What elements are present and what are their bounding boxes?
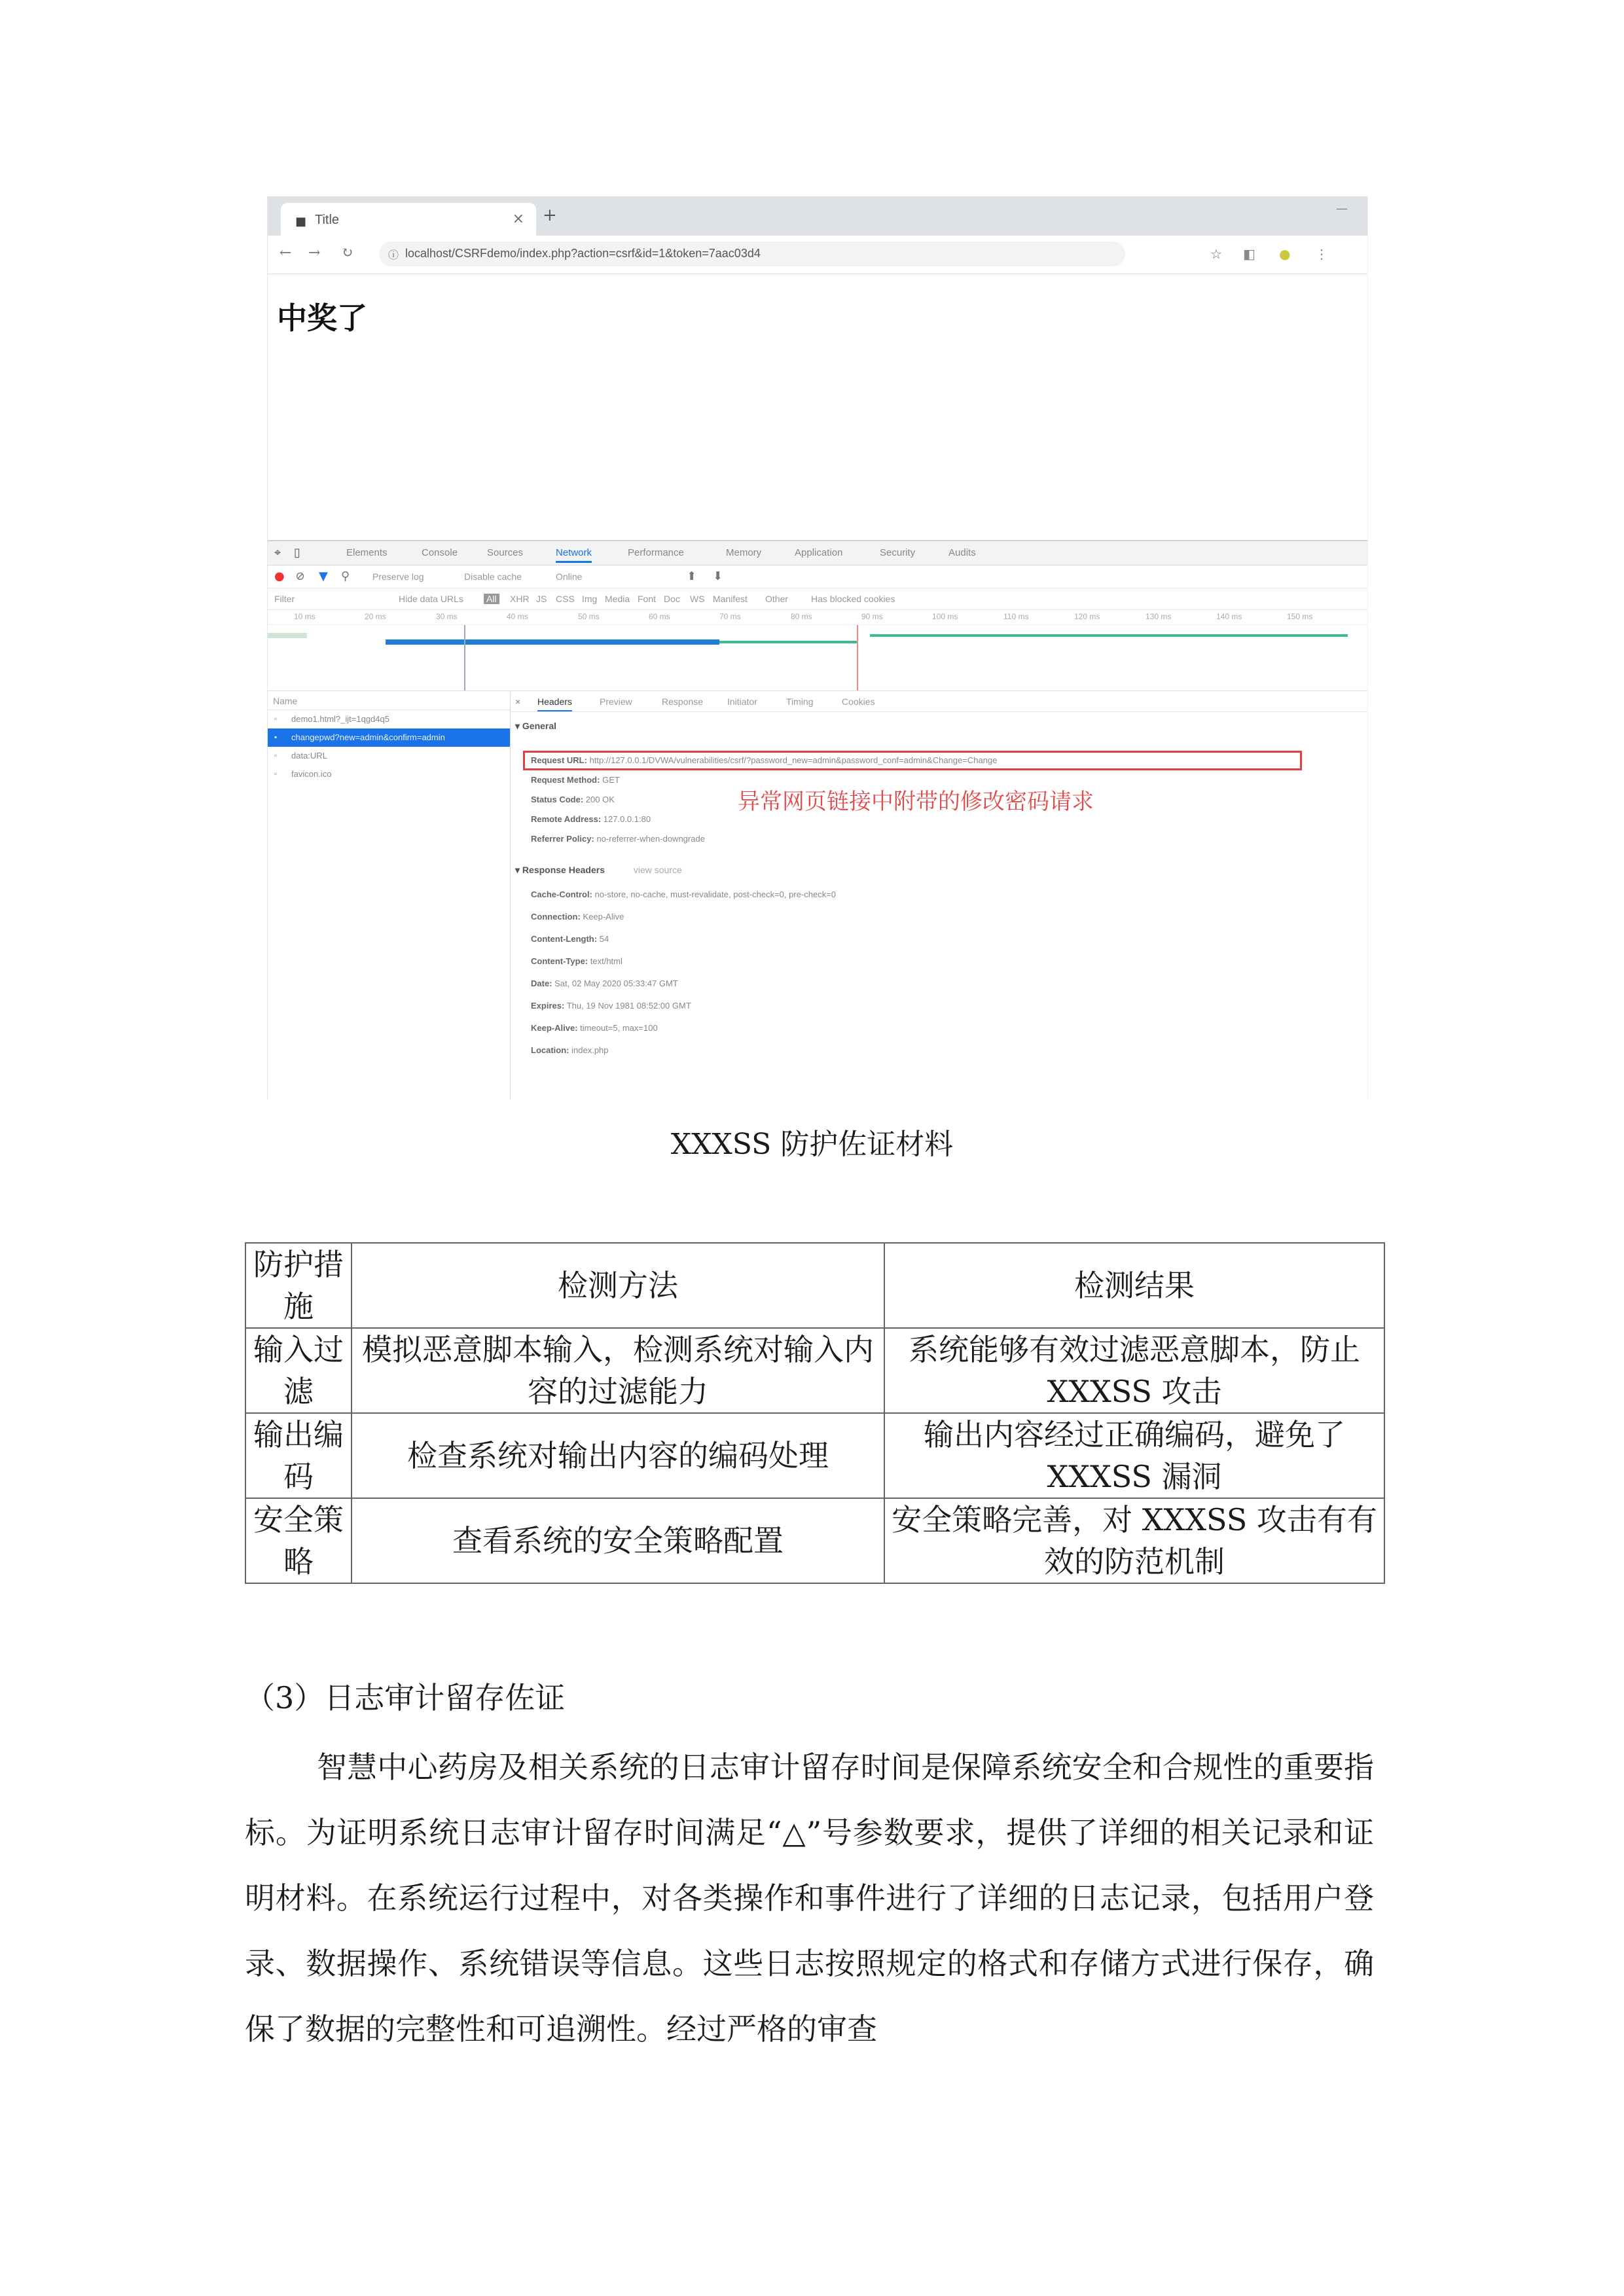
header-field: Connection: Keep-Alive: [531, 912, 624, 922]
timeline-tick-label: 150 ms: [1287, 612, 1313, 621]
timeline-tick-label: 130 ms: [1146, 612, 1172, 621]
table-row: [245, 1498, 1384, 1583]
request-row[interactable]: [268, 747, 510, 765]
table-cell: 输出编码: [245, 1413, 352, 1498]
details-tab[interactable]: Timing: [786, 696, 814, 707]
timeline-tick-label: 30 ms: [436, 612, 458, 621]
table-cell: 输入过滤: [245, 1328, 352, 1413]
network-timeline: [268, 625, 1367, 691]
figure-caption: XXXSS 防护佐证材料: [670, 1128, 954, 1161]
red-annotation: 异常网页链接中附带的修改密码请求: [738, 789, 1094, 815]
header-field: Content-Length: 54: [531, 934, 609, 944]
filter-type[interactable]: Font: [638, 594, 657, 604]
header-field: Keep-Alive: timeout=5, max=100: [531, 1023, 658, 1033]
request-list: [268, 692, 511, 1100]
header-field: Request Method: GET: [531, 775, 620, 785]
back-icon[interactable]: ←: [280, 245, 292, 261]
view-source-link[interactable]: view source: [633, 865, 682, 875]
devtools-tab[interactable]: Elements: [346, 547, 388, 558]
filter-input[interactable]: Filter: [274, 594, 295, 604]
record-icon[interactable]: ●: [274, 569, 285, 583]
body-paragraph: 智慧中心药房及相关系统的日志审计留存时间是保障系统安全和合规性的重要指标。为证明系统日志审计留存时间满足“△”号参数要求，提供了详细的相关记录和证明材料。在系统运行过程中，对各类操作和事件进行了详细的日志记录，包括用户登录、数据操作、系统错误等信息。这些日志按照规定的格式和存储方式进行保存，确保了数据的完整性和可追溯性。经过严格的审查: [245, 1749, 1374, 2047]
request-row[interactable]: [268, 765, 510, 783]
filter-type[interactable]: Doc: [664, 594, 680, 604]
timeline-tick-label: 10 ms: [294, 612, 316, 621]
window-minimize-icon[interactable]: —: [1336, 202, 1348, 215]
browser-tab[interactable]: [281, 203, 536, 236]
timeline-tick-label: 70 ms: [719, 612, 741, 621]
has-blocked-cookies-checkbox[interactable]: Has blocked cookies: [811, 594, 895, 604]
devtools-tab[interactable]: Console: [422, 547, 458, 558]
browser-tab-strip: [268, 196, 1367, 236]
search-icon[interactable]: ⚲: [341, 569, 350, 583]
star-icon[interactable]: ☆: [1210, 246, 1222, 262]
dom-content-loaded-line: [464, 625, 465, 691]
devtools-tab[interactable]: Audits: [948, 547, 976, 558]
timeline-tick-label: 120 ms: [1074, 612, 1100, 621]
request-list-header[interactable]: Name: [268, 692, 510, 710]
timeline-tick-label: 90 ms: [861, 612, 883, 621]
image-icon: ▫: [274, 751, 278, 760]
timeline-ruler: [268, 610, 1367, 625]
devtools-tab[interactable]: Application: [795, 547, 843, 558]
info-icon[interactable]: ⓘ: [388, 249, 399, 261]
table-cell: 检查系统对输出内容的编码处理: [352, 1413, 884, 1498]
timeline-tick-label: 100 ms: [932, 612, 958, 621]
details-tab[interactable]: Response: [662, 696, 704, 707]
table-header-cell: 防护措施: [245, 1243, 352, 1328]
disable-cache-checkbox[interactable]: Disable cache: [464, 571, 522, 582]
table-cell: 安全策略完善，对 XXXSS 攻击有有效的防范机制: [884, 1498, 1384, 1583]
timeline-tick-label: 60 ms: [649, 612, 670, 621]
header-field: Cache-Control: no-store, no-cache, must-revalidate, post-check=0, pre-check=0: [531, 889, 837, 899]
timeline-tick-label: 40 ms: [507, 612, 528, 621]
timeline-tick-label: 50 ms: [578, 612, 600, 621]
header-field: Remote Address: 127.0.0.1:80: [531, 814, 651, 824]
response-headers-section-title[interactable]: ▾ Response Headers view source: [515, 865, 682, 875]
document-icon: ▪: [274, 732, 278, 742]
general-section-title[interactable]: ▾ General: [515, 721, 557, 731]
details-tab[interactable]: Cookies: [842, 696, 875, 707]
devtools-tab[interactable]: Security: [880, 547, 916, 558]
request-row-selected[interactable]: [268, 728, 510, 747]
timeline-tick-label: 110 ms: [1003, 612, 1029, 621]
filter-type[interactable]: Media: [605, 594, 630, 604]
page-heading: 中奖了: [277, 300, 367, 336]
timeline-tick-label: 80 ms: [791, 612, 812, 621]
request-row[interactable]: [268, 710, 510, 728]
inspect-icon[interactable]: ⌖: [274, 546, 281, 560]
header-field: Status Code: 200 OK: [531, 795, 615, 804]
table-cell: 安全策略: [245, 1498, 352, 1583]
filter-type[interactable]: WS: [690, 594, 705, 604]
table-header-row: [245, 1243, 1384, 1328]
details-tab-headers[interactable]: Headers: [537, 696, 572, 711]
details-tab[interactable]: Initiator: [727, 696, 757, 707]
evidence-screenshot: [267, 196, 1368, 1100]
table-cell: 查看系统的安全策略配置: [352, 1498, 884, 1583]
export-icon[interactable]: ⬇: [713, 569, 723, 583]
forward-icon[interactable]: →: [308, 245, 321, 261]
menu-icon[interactable]: ⋮: [1315, 246, 1328, 262]
image-icon: ▫: [274, 769, 278, 778]
import-icon[interactable]: ⬆: [687, 569, 697, 583]
document-icon: ▫: [274, 714, 278, 723]
header-field: Date: Sat, 02 May 2020 05:33:47 GMT: [531, 978, 678, 988]
devtools-tab-bar: [268, 541, 1367, 565]
table-header-cell: 检测方法: [352, 1243, 884, 1328]
filter-type-all[interactable]: All: [484, 594, 499, 604]
address-bar-row: [268, 236, 1367, 274]
extension-pin-icon[interactable]: ●: [1279, 246, 1291, 262]
header-field: Request URL: http://127.0.0.1/DVWA/vulnerabilities/csrf/?password_new=admin&password_conf=admin&Change=Change: [531, 755, 998, 765]
reload-icon[interactable]: ↻: [341, 245, 353, 261]
hide-data-urls-checkbox[interactable]: Hide data URLs: [399, 594, 463, 604]
request-name: data:URL: [291, 751, 327, 761]
request-name: favicon.ico: [291, 769, 332, 779]
page-favicon-icon: ■: [295, 215, 307, 228]
table-cell: 输出内容经过正确编码，避免了 XXXSS 漏洞: [884, 1413, 1384, 1498]
devtools-tab[interactable]: Performance: [628, 547, 684, 558]
devtools-tab-network[interactable]: Network: [556, 547, 592, 563]
device-toolbar-icon[interactable]: ▯: [294, 546, 300, 560]
filter-type[interactable]: Other: [765, 594, 789, 604]
header-field: Content-Type: text/html: [531, 956, 623, 966]
filter-type[interactable]: CSS: [556, 594, 575, 604]
table-cell: 模拟恶意脚本输入，检测系统对输入内容的过滤能力: [352, 1328, 884, 1413]
details-tab[interactable]: Preview: [600, 696, 632, 707]
new-tab-icon[interactable]: +: [543, 206, 557, 225]
address-bar[interactable]: [379, 242, 1125, 266]
table-header-cell: 检测结果: [884, 1243, 1384, 1328]
header-field: Location: index.php: [531, 1045, 609, 1055]
test-results-table: [245, 1242, 1385, 1584]
preserve-log-checkbox[interactable]: Preserve log: [372, 571, 424, 582]
filter-icon[interactable]: ▼: [319, 569, 328, 583]
timeline-tick-label: 140 ms: [1216, 612, 1242, 621]
load-event-line: [857, 625, 858, 691]
timeline-tick-label: 20 ms: [365, 612, 386, 621]
table-cell: 系统能够有效过滤恶意脚本，防止 XXXSS 攻击: [884, 1328, 1384, 1413]
address-url[interactable]: localhost/CSRFdemo/index.php?action=csrf&id=1&token=7aac03d4: [405, 247, 761, 260]
request-name: demo1.html?_ijt=1qgd4q5: [291, 714, 389, 724]
filter-type[interactable]: JS: [536, 594, 547, 604]
filter-type[interactable]: XHR: [510, 594, 530, 604]
network-filter-bar: [268, 588, 1367, 610]
header-field: Referrer Policy: no-referrer-when-downgrade: [531, 834, 705, 844]
browser-tab-title: Title: [315, 213, 340, 227]
throttling-select[interactable]: Online: [556, 571, 583, 582]
request-name: changepwd?new=admin&confirm=admin: [291, 732, 445, 742]
timeline-bar: [870, 634, 1348, 637]
extension-icon[interactable]: ◧: [1243, 246, 1255, 262]
request-details: [511, 692, 1367, 1100]
network-toolbar: [268, 565, 1367, 588]
devtools-panel: [268, 540, 1367, 1100]
table-row: [245, 1413, 1384, 1498]
timeline-bar: [268, 633, 307, 638]
close-tab-icon[interactable]: ×: [512, 211, 524, 227]
details-tab-bar: [511, 692, 1367, 712]
section-heading: （3）日志审计留存佐证: [245, 1680, 566, 1715]
timeline-bar-selected: [386, 639, 719, 645]
header-field: Expires: Thu, 19 Nov 1981 08:52:00 GMT: [531, 1001, 691, 1011]
close-details-icon[interactable]: ×: [515, 696, 521, 707]
timeline-bar: [719, 641, 857, 643]
filter-type[interactable]: Manifest: [713, 594, 748, 604]
clear-icon[interactable]: ⊘: [295, 569, 306, 583]
table-row: [245, 1328, 1384, 1413]
filter-type[interactable]: Img: [582, 594, 598, 604]
devtools-tab[interactable]: Memory: [726, 547, 762, 558]
devtools-tab[interactable]: Sources: [487, 547, 524, 558]
